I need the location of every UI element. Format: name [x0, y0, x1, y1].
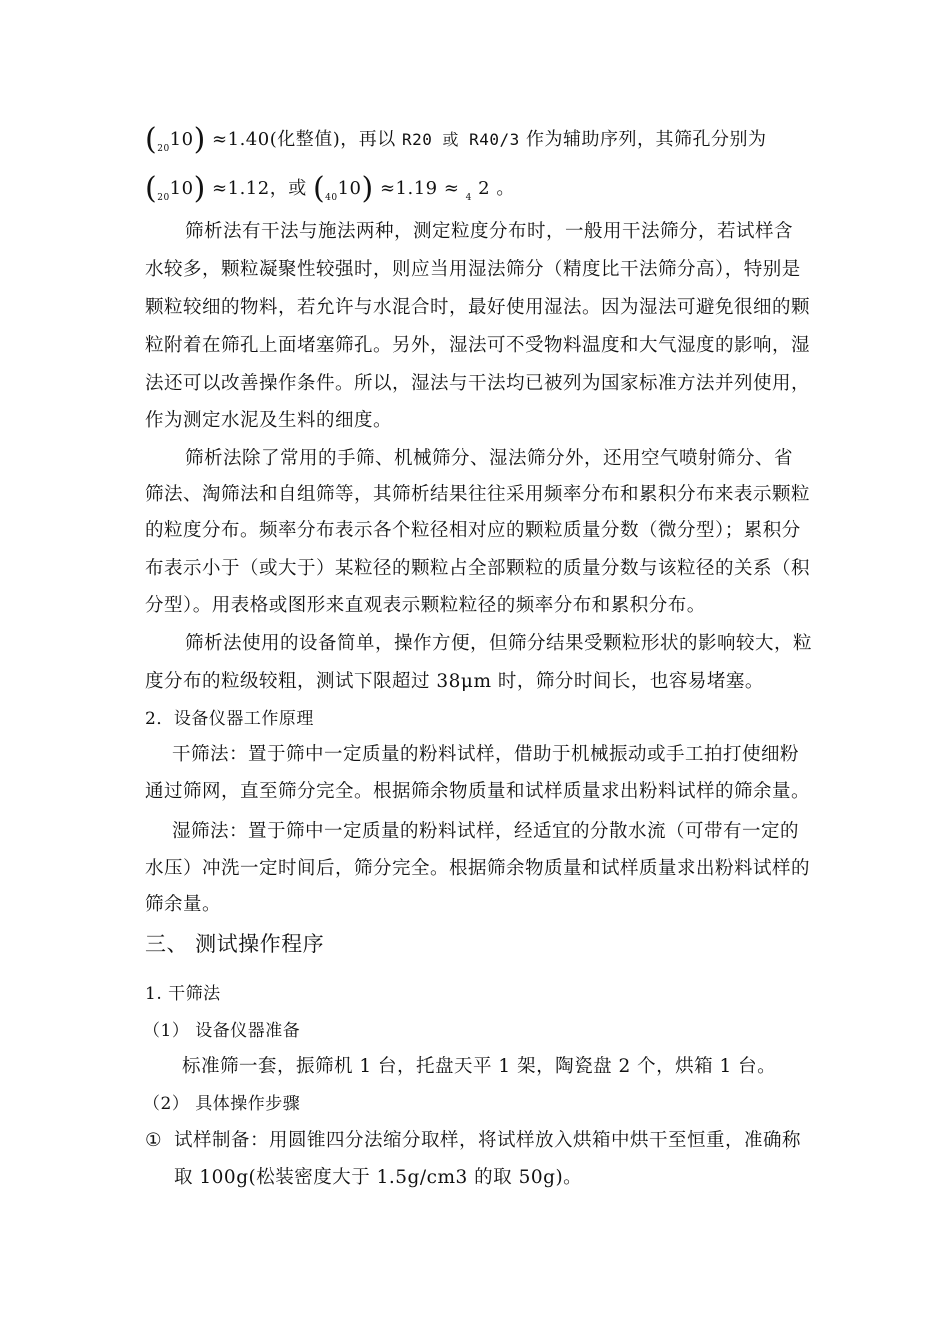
paragraph-line: 布表示小于（或大于）某粒径的颗粒占全部颗粒的质量分数与该粒径的关系（积: [145, 558, 811, 579]
step-number: ①: [145, 1130, 163, 1151]
chapter-heading: 三、 测试操作程序: [145, 932, 325, 956]
subsection-title: （2） 具体操作步骤: [143, 1094, 301, 1114]
paragraph-line: 颗粒较细的物料，若允许与水混合时，最好使用湿法。因为湿法可避免很细的颗: [145, 297, 811, 318]
formula-base: 10: [169, 129, 194, 150]
paren-open: (: [312, 171, 326, 206]
paren-close: ): [361, 171, 374, 206]
paragraph-line: 度分布的粒级较粗，测试下限超过 38μm 时，筛分时间长，也容易堵塞。: [145, 671, 764, 692]
formula-value: ≈1.19 ≈: [379, 178, 460, 199]
paragraph-line: 分型）。用表格或图形来直观表示颗粒粒径的频率分布和累积分布。: [145, 595, 706, 616]
formula-text-a: ，再以: [340, 129, 402, 150]
paragraph-line: 取 100g(松装密度大于 1.5g/cm3 的取 50g)。: [174, 1167, 583, 1188]
formula-base: 10: [169, 178, 194, 199]
subsection-title: （1） 设备仪器准备: [143, 1021, 301, 1041]
formula-value: ≈1.40(化整值): [212, 129, 341, 150]
section-title: 2．设备仪器工作原理: [145, 709, 314, 729]
formula-base: 10: [337, 178, 362, 199]
subsection-title: 1. 干筛法: [145, 984, 221, 1004]
paragraph-line: 筛析法除了常用的手筛、机械筛分、湿法筛分外，还用空气喷射筛分、省: [185, 448, 794, 469]
paragraph-line: 粒附着在筛孔上面堵塞筛孔。另外，湿法可不受物料温度和大气湿度的影响，湿: [145, 335, 811, 356]
paragraph-line: 法还可以改善操作条件。所以，湿法与干法均已被列为国家标准方法并列使用，: [145, 373, 811, 394]
paragraph-line: 筛析法有干法与施法两种，测定粒度分布时，一般用干法筛分，若试样含: [185, 221, 794, 242]
paragraph-line: 筛析法使用的设备简单，操作方便，但筛分结果受颗粒形状的影响较大，粒: [185, 633, 813, 654]
formula-line-1: [145, 122, 810, 157]
paragraph-line: 通过筛网，直至筛分完全。根据筛余物质量和试样质量求出粉料试样的筛余量。: [145, 781, 811, 802]
paragraph-line: 的粒度分布。频率分布表示各个粒径相对应的颗粒质量分数（微分型）；累积分: [145, 520, 801, 541]
root-value: 2 。: [478, 178, 515, 199]
formula-line-2: [145, 171, 810, 206]
paragraph-line: 湿筛法：置于筛中一定质量的粉料试样，经适宜的分散水流（可带有一定的: [172, 821, 800, 842]
root-index: 4: [465, 193, 472, 203]
paragraph-line: 试样制备：用圆锥四分法缩分取样，将试样放入烘箱中烘干至恒重，准确称: [174, 1130, 802, 1151]
paragraph-line: 标准筛一套，振筛机 1 台，托盘天平 1 架，陶瓷盘 2 个，烘箱 1 台。: [182, 1056, 777, 1077]
paragraph-line: 干筛法：置于筛中一定质量的粉料试样，借助于机械振动或手工拍打使细粉: [172, 744, 800, 765]
formula-code: R20 或 R40/3: [401, 130, 520, 149]
formula-index: 40: [325, 193, 338, 203]
paragraph-line: 筛法、淘筛法和自组筛等，其筛析结果往往采用频率分布和累积分布来表示颗粒: [145, 484, 811, 505]
paragraph-line: 筛余量。: [145, 894, 222, 915]
formula-text-b: 作为辅助序列，其筛孔分别为: [519, 129, 767, 150]
formula-value: ≈1.12，或: [212, 178, 307, 199]
paren-close: ): [193, 122, 206, 157]
formula-index: 20: [157, 144, 170, 154]
paragraph-line: 作为测定水泥及生料的细度。: [145, 410, 393, 431]
paren-close: ): [193, 171, 206, 206]
paragraph-line: 水压）冲洗一定时间后，筛分完全。根据筛余物质量和试样质量求出粉料试样的: [145, 858, 811, 879]
paren-open: (: [145, 122, 158, 157]
formula-index: 20: [157, 193, 170, 203]
paragraph-line: 水较多，颗粒凝聚性较强时，则应当用湿法筛分（精度比干法筛分高），特别是: [145, 259, 801, 280]
paren-open: (: [145, 171, 158, 206]
